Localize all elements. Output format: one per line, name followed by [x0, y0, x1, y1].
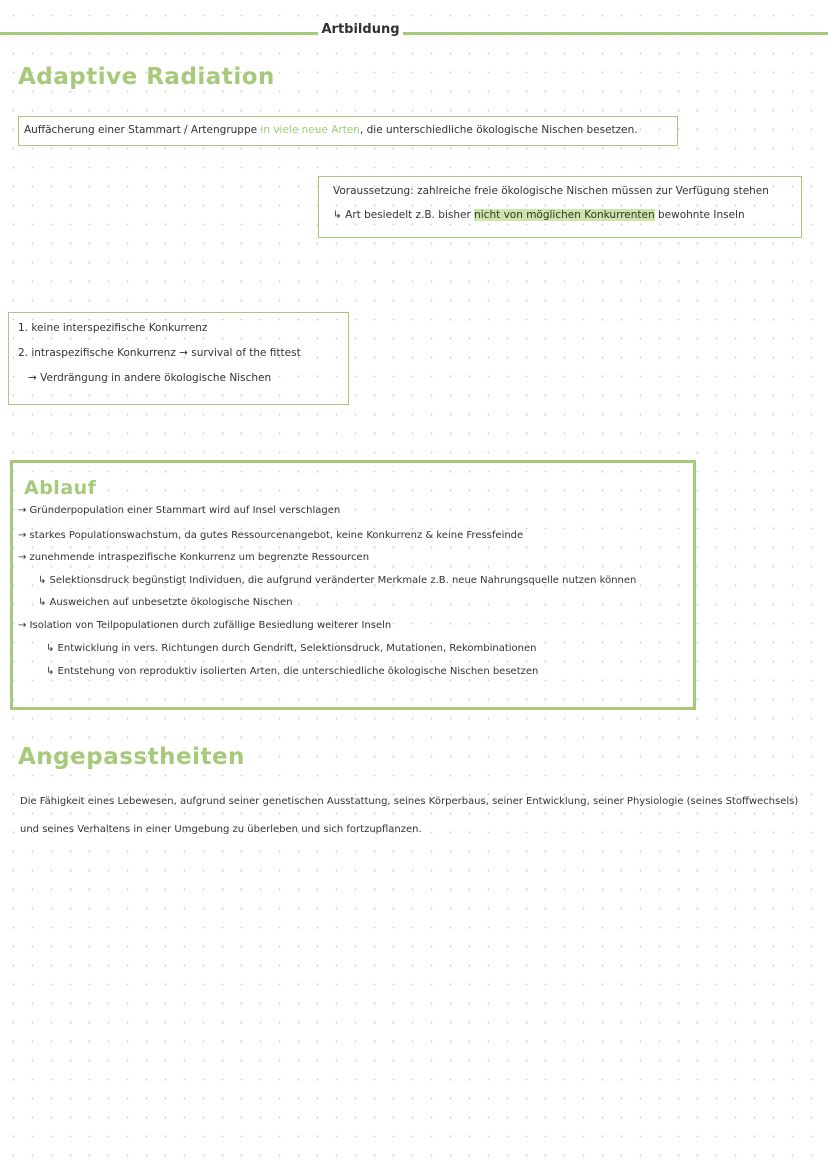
list-item: → Verdrängung in andere ökologische Nischen: [28, 372, 272, 384]
definition-text-part: , die unterschiedliche ökologische Nischen besetzen.: [359, 124, 638, 136]
ablauf-line: ↳ Selektionsdruck begünstigt Individuen, die aufgrund veränderter Merkmale z.B. neue Nahrungsquelle nutzen können: [38, 575, 637, 586]
ablauf-line: ↳ Entstehung von reproduktiv isolierten Arten, die unterschiedliche ökologische Nischen besetzen: [46, 666, 539, 677]
header-rule-left: [0, 32, 318, 35]
ablauf-line: → zunehmende intraspezifische Konkurrenz um begrenzte Ressourcen: [18, 552, 370, 563]
voraussetzung-text-part: ↳ Art besiedelt z.B. bisher: [333, 209, 475, 221]
voraussetzung-line: [333, 210, 745, 221]
list-item: 2. intraspezifische Konkurrenz → survival of the fittest: [18, 347, 301, 359]
angepasstheiten-text: Die Fähigkeit eines Lebewesen, aufgrund seiner genetischen Ausstattung, seines Körperbaus, seiner Entwicklung, seiner Physiologie (seines Stoffwechsels): [20, 796, 799, 807]
voraussetzung-line: Voraussetzung: zahlreiche freie ökologische Nischen müssen zur Verfügung stehen: [333, 185, 769, 197]
voraussetzung-highlight: nicht von möglichen Konkurrenten: [474, 209, 655, 221]
voraussetzung-text-part: bewohnte Inseln: [654, 209, 745, 221]
ablauf-line: → starkes Populationswachstum, da gutes Ressourcenangebot, keine Konkurrenz & keine Fressfeinde: [18, 530, 524, 541]
angepasstheiten-text: und seines Verhaltens in einer Umgebung zu überleben und sich fortzupflanzen.: [20, 824, 422, 835]
definition-highlight: in viele neue Arten: [260, 124, 360, 136]
list-item: 1. keine interspezifische Konkurrenz: [18, 322, 208, 334]
heading-ablauf: Ablauf: [24, 477, 97, 499]
header-rule-right: [403, 32, 828, 35]
ablauf-line: ↳ Ausweichen auf unbesetzte ökologische Nischen: [38, 597, 293, 608]
page-title: Artbildung: [318, 22, 403, 37]
definition-text: [24, 125, 638, 136]
definition-text-part: Auffächerung einer Stammart / Artengruppe: [24, 124, 261, 136]
ablauf-line: ↳ Entwicklung in vers. Richtungen durch Gendrift, Selektionsdruck, Mutationen, Rekombinationen: [46, 643, 537, 654]
heading-adaptive-radiation: Adaptive Radiation: [18, 64, 275, 90]
heading-angepasstheiten: Angepasstheiten: [18, 744, 245, 770]
ablauf-line: → Gründerpopulation einer Stammart wird auf Insel verschlagen: [18, 505, 341, 516]
ablauf-line: → Isolation von Teilpopulationen durch zufällige Besiedlung weiterer Inseln: [18, 620, 392, 631]
